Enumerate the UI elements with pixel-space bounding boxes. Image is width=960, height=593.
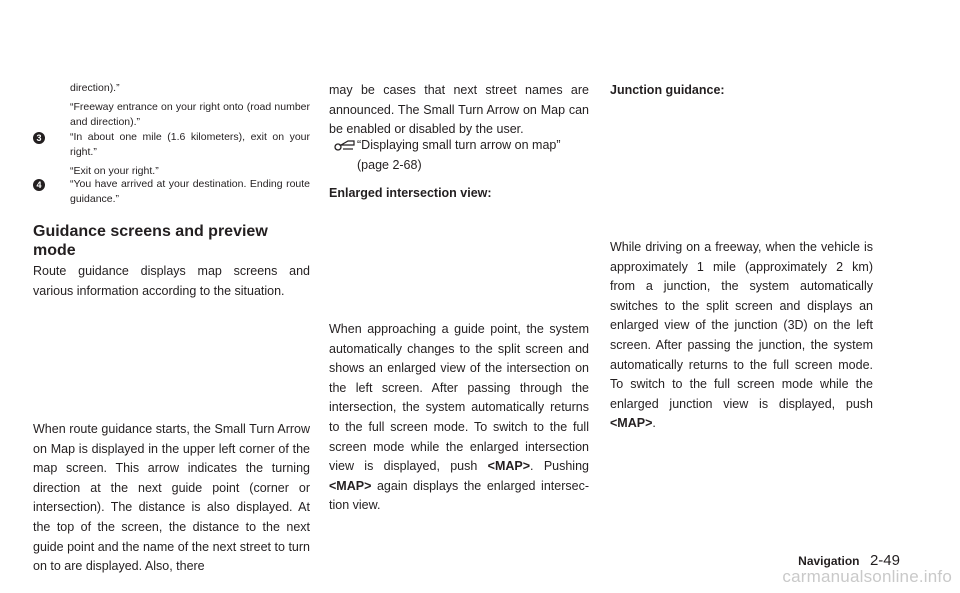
subheading-enlarged-intersection: Enlarged intersection view: <box>329 186 492 200</box>
quote-continuation-2: “Freeway entrance on your right onto (road number and direction).” <box>70 101 310 128</box>
item-3-line-1: “In about one mile (1.6 kilometers), exit on your right.” <box>70 131 310 158</box>
paragraph-2: When route guidance starts, the Small Turn Arrow on Map is displayed in the upper left corner of the map screen. This arrow indicates the turning direction at the next guide point (corner or intersection). The distance is also displayed. At the top of the screen, the distance to the next guide point and the name of the next street to turn on to are displayed. Also, there <box>33 422 310 574</box>
reference-note <box>329 136 589 175</box>
map-key: <MAP> <box>610 416 653 431</box>
callout-number-4: 4 <box>33 179 45 191</box>
item-3-line-2: “Exit on your right.” <box>70 165 159 177</box>
list-item-3 <box>33 130 310 179</box>
reference-line-1[interactable]: “Displaying small turn arrow on map” <box>357 138 561 152</box>
paragraph-2 <box>329 320 589 516</box>
watermark: carmanualsonline.info <box>782 567 952 586</box>
list-item-4 <box>33 177 310 207</box>
paragraph-junction-text-a: While driving on a freeway, when the vehicle is approximately 1 mile (approximately 2 km) from a junction, the system automatically switches to the split screen and displays an enlarged view of the junction (3D) on the left screen. After passing the junction, the system automatically returns to the full screen mode. To switch to the full screen mode while the enlarged junction view is displayed, push <box>610 240 873 411</box>
footer-section-title: Navigation <box>798 554 860 568</box>
paragraph-1: may be cases that next street names are announced. The Small Turn Arrow on Map can be enabled or disabled by the user. <box>329 83 589 137</box>
subheading-junction-guidance: Junction guidance: <box>610 83 725 97</box>
paragraph-2-text-a: When approaching a guide point, the system automatically changes to the split screen and shows an enlarged view of the intersection on the left screen. After passing through the intersection, the system automatically returns to the full screen mode. To switch to the full screen mode while the enlarged intersection view is displayed, push <box>329 322 589 474</box>
map-key-1: <MAP> <box>487 459 531 474</box>
map-key-2: <MAP> <box>329 478 372 493</box>
paragraph-junction <box>610 238 873 434</box>
footer-page-number: 2-49 <box>869 552 900 569</box>
paragraph-1: Route guidance displays map screens and various information according to the situation. <box>33 264 310 298</box>
item-4-line-1: “You have arrived at your destination. Ending route guidance.” <box>70 178 310 205</box>
reference-icon <box>334 138 356 151</box>
section-heading: Guidance screens and preview mode <box>33 223 268 259</box>
paragraph-2-text-b: . Pushing <box>530 459 589 474</box>
paragraph-2-text-c: again displays the enlarged intersec-tion view. <box>329 478 589 513</box>
quote-continuation-1: direction).” <box>70 82 120 94</box>
reference-page[interactable]: (page 2-68) <box>357 157 422 172</box>
callout-number-3: 3 <box>33 132 45 144</box>
paragraph-junction-text-b: . <box>652 416 656 431</box>
